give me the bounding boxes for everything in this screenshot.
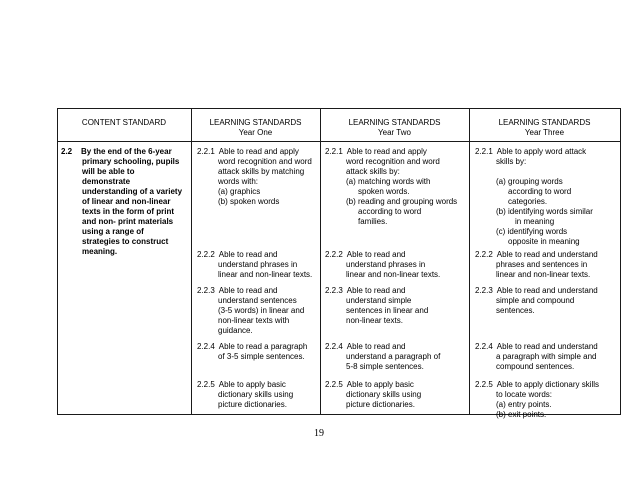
year1-standard-2-2-5: 2.2.5 Able to apply basic dictionary skills using picture dictionaries.: [197, 380, 294, 409]
learning-standards-table: [57, 108, 621, 419]
year1-standard-2-2-1: 2.2.1 Able to read and apply word recognition and word attack skills by matching words with: (a) graphics (b) spoken words: [197, 147, 312, 206]
year3-standard-2-2-4: 2.2.4 Able to read and understand a paragraph with simple and compound sentences.: [475, 342, 598, 371]
year3-standard-2-2-5: 2.2.5 Able to apply dictionary skills to locate words: (a) entry points. (b) exit points.: [475, 380, 600, 419]
year3-standard-2-2-2: 2.2.2 Able to read and understand phrases and sentences in linear and non-linear texts.: [475, 250, 598, 279]
column-divider-1: [191, 108, 192, 415]
header-year-one: LEARNING STANDARDS Year One: [209, 118, 302, 137]
header-year-two: LEARNING STANDARDS Year Two: [348, 118, 441, 137]
table-border-right: [620, 108, 621, 415]
year1-standard-2-2-2: 2.2.2 Able to read and understand phrases in linear and non-linear texts.: [197, 250, 313, 279]
header-year-three: LEARNING STANDARDS Year Three: [498, 118, 591, 137]
year2-standard-2-2-5: 2.2.5 Able to apply basic dictionary skills using picture dictionaries.: [325, 380, 422, 409]
year2-standard-2-2-1: 2.2.1 Able to read and apply word recognition and word attack skills by: (a) matching words with spoken words. (b) reading and grouping words according to word families.: [325, 147, 458, 226]
page-number: 19: [314, 428, 324, 439]
year2-standard-2-2-4: 2.2.4 Able to read and understand a paragraph of 5-8 simple sentences.: [325, 342, 441, 371]
header-content-standard: CONTENT STANDARD: [81, 118, 167, 127]
year1-standard-2-2-4: 2.2.4 Able to read a paragraph of 3-5 simple sentences.: [197, 342, 308, 361]
table-border-top: [57, 108, 621, 109]
column-divider-2: [320, 108, 321, 415]
year3-standard-2-2-1: 2.2.1 Able to apply word attack skills by: (a) grouping words according to word categories. (b) identifying words similar in meaning (c) identifying words opposite in meaning: [475, 147, 593, 246]
content-standard-2-2: 2.2 By the end of the 6-year primary schooling, pupils will be able to demonstrate understanding of a variety of linear and non-linear texts in the form of print and non- print materials using a range of strategies to construct meaning.: [61, 147, 183, 256]
year3-standard-2-2-3: 2.2.3 Able to read and understand simple and compound sentences.: [475, 286, 598, 315]
year2-standard-2-2-3: 2.2.3 Able to read and understand simple sentences in linear and non-linear texts.: [325, 286, 429, 325]
year2-standard-2-2-2: 2.2.2 Able to read and understand phrases in linear and non-linear texts.: [325, 250, 441, 279]
header-divider: [57, 141, 621, 142]
year1-standard-2-2-3: 2.2.3 Able to read and understand sentences (3-5 words) in linear and non-linear texts with guidance.: [197, 286, 305, 335]
column-divider-3: [469, 108, 470, 415]
table-border-left: [57, 108, 58, 415]
